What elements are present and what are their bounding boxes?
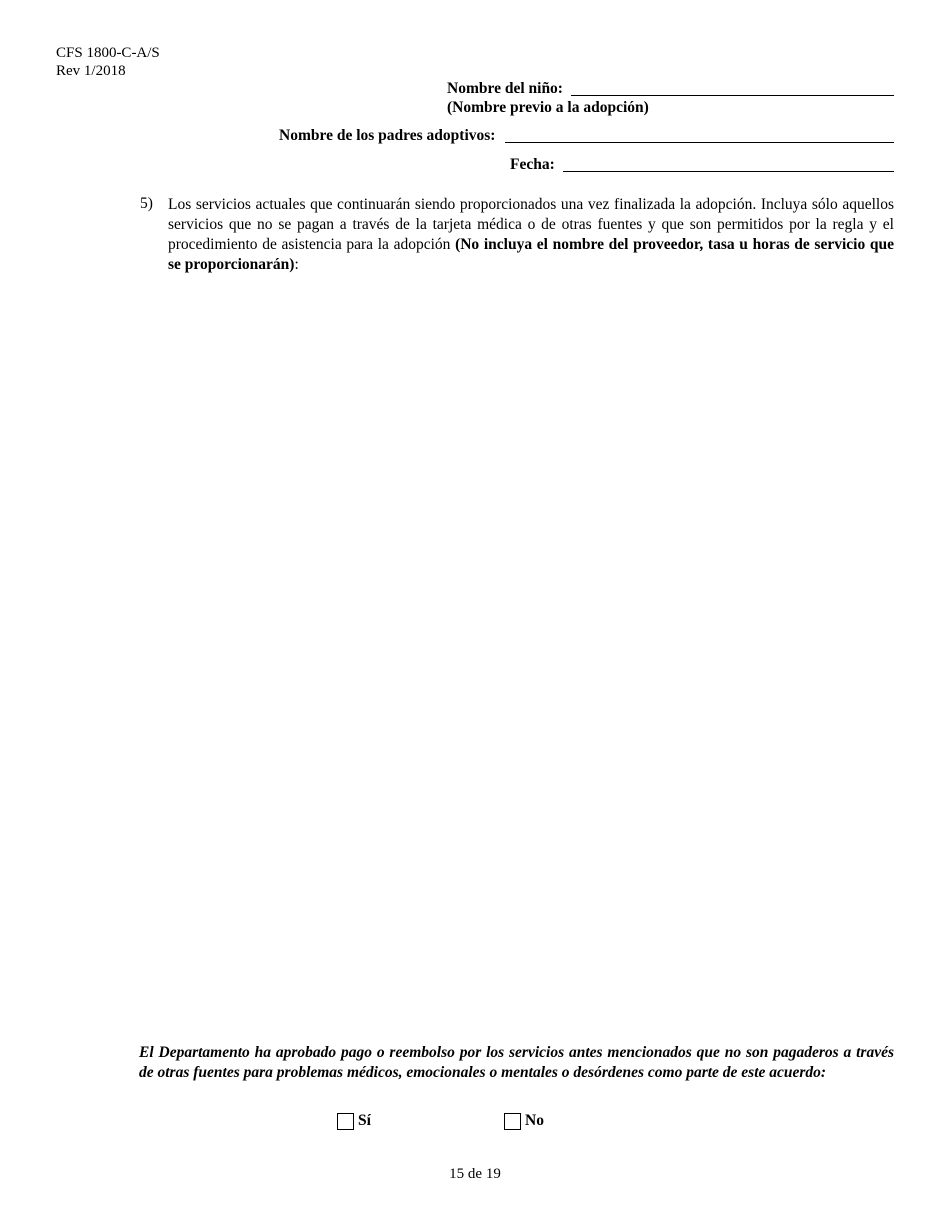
no-label: No	[525, 1112, 544, 1129]
item-5-suffix: :	[294, 256, 299, 273]
adoptive-parents-field[interactable]	[505, 142, 894, 143]
page-number: 15 de 19	[449, 1166, 501, 1182]
adoptive-parents-label: Nombre de los padres adoptivos:	[279, 127, 496, 144]
yes-checkbox[interactable]	[337, 1113, 354, 1130]
no-option[interactable]	[504, 1112, 544, 1130]
no-checkbox[interactable]	[504, 1113, 521, 1130]
yes-option[interactable]	[337, 1112, 371, 1130]
item-5-body: Los servicios actuales que continuarán siendo proporcionados una vez finalizada la adopción. Incluya sólo aquellos servicios que no se pagan a través de la tarjeta médica o de otras fuentes y que son permitidos por la regla y el procedimiento de asistencia para la adopción	[168, 196, 894, 253]
approval-statement: El Departamento ha aprobado pago o reembolso por los servicios antes mencionados que no son pagaderos a través de otras fuentes para problemas médicos, emocionales o mentales o desórdenes como parte de este acuerdo:	[139, 1044, 894, 1081]
item-5-bold-note: (No incluya el nombre del proveedor, tasa u horas de servicio que se proporcionarán)	[168, 236, 894, 273]
yes-label: Sí	[358, 1112, 371, 1129]
child-name-field[interactable]	[571, 95, 894, 96]
form-revision: Rev 1/2018	[56, 63, 126, 79]
item-5-text	[168, 195, 894, 275]
services-answer-area[interactable]	[168, 285, 894, 1025]
child-name-note: (Nombre previo a la adopción)	[447, 99, 649, 116]
date-field[interactable]	[563, 171, 894, 172]
form-id: CFS 1800-C-A/S	[56, 45, 160, 61]
date-label: Fecha:	[510, 156, 555, 173]
form-header	[56, 44, 160, 80]
child-name-label: Nombre del niño:	[447, 80, 563, 97]
item-number: 5)	[140, 195, 153, 212]
